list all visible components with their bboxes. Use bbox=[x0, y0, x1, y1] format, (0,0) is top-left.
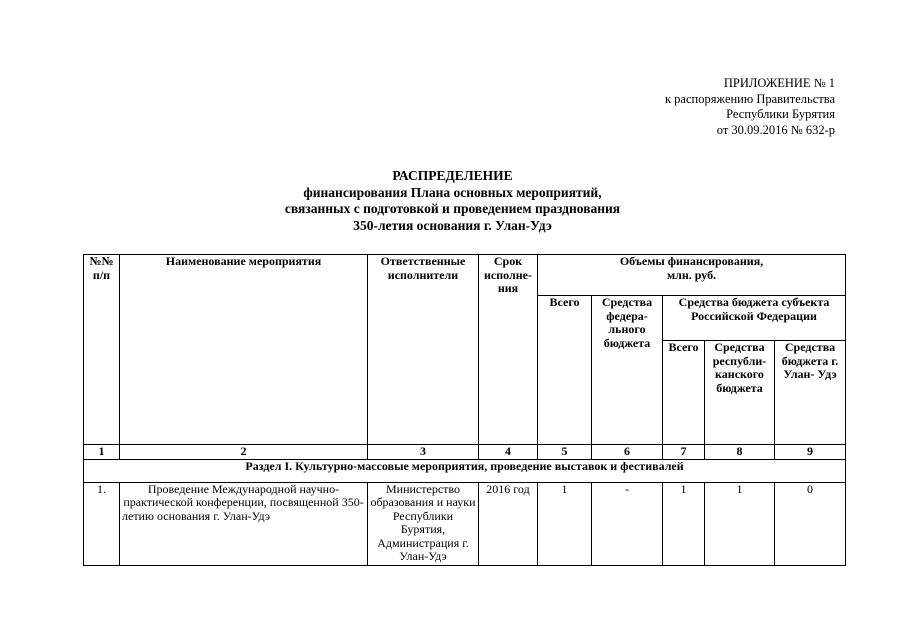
header-executors: Ответственные исполнители bbox=[368, 255, 479, 445]
header-total: Всего bbox=[538, 296, 592, 445]
column-number: 8 bbox=[705, 445, 775, 460]
header-volumes: Объемы финансирования, млн. руб. bbox=[538, 255, 846, 296]
appendix-block bbox=[665, 76, 835, 138]
header-subject-total: Всего bbox=[663, 341, 705, 445]
row-term: 2016 год bbox=[479, 482, 538, 565]
column-number: 5 bbox=[538, 445, 592, 460]
title-line-2: финансирования Плана основных мероприятий, bbox=[303, 184, 602, 200]
row-republic: 1 bbox=[705, 482, 775, 565]
appendix-date: от 30.09.2016 № 632-р bbox=[716, 122, 835, 137]
appendix-label: ПРИЛОЖЕНИЕ № 1 bbox=[723, 76, 835, 90]
section-row bbox=[84, 459, 846, 482]
row-federal: - bbox=[592, 482, 663, 565]
title-line-1: РАСПРЕДЕЛЕНИЕ bbox=[392, 168, 513, 183]
row-executors: Министерство образования и науки Республики Бурятия, Администрация г. Улан-Удэ bbox=[368, 482, 479, 565]
column-number: 1 bbox=[84, 445, 120, 460]
header-subject: Средства бюджета субъекта Российской Федерации bbox=[663, 296, 846, 341]
row-num: 1. bbox=[84, 482, 120, 565]
header-num: №№ п/п bbox=[84, 255, 120, 445]
header-term: Срок исполне- ния bbox=[479, 255, 538, 445]
appendix-republic: Республики Бурятия bbox=[726, 107, 835, 121]
column-number: 7 bbox=[663, 445, 705, 460]
header-city: Средства бюджета г. Улан- Удэ bbox=[775, 341, 846, 445]
financing-table bbox=[83, 254, 846, 566]
appendix-decree: к распоряжению Правительства bbox=[664, 91, 835, 106]
header-name: Наименование мероприятия bbox=[120, 255, 368, 445]
section-title: Раздел I. Культурно-массовые мероприятия, проведение выставок и фестивалей bbox=[84, 459, 846, 482]
title-line-4: 350-летия основания г. Улан-Удэ bbox=[353, 217, 552, 233]
column-number: 9 bbox=[775, 445, 846, 460]
row-city: 0 bbox=[775, 482, 846, 565]
column-number: 6 bbox=[592, 445, 663, 460]
column-numbers-row bbox=[84, 445, 846, 460]
header-republic: Средства республи- канского бюджета bbox=[705, 341, 775, 445]
table-row bbox=[84, 482, 846, 565]
row-total: 1 bbox=[538, 482, 592, 565]
column-number: 2 bbox=[120, 445, 368, 460]
row-name: Проведение Международной научно-практической конференции, посвященной 350-летию основания г. Улан-Удэ bbox=[120, 482, 368, 565]
header-federal: Средства федера- льного бюджета bbox=[592, 296, 663, 445]
column-number: 3 bbox=[368, 445, 479, 460]
row-subject-total: 1 bbox=[663, 482, 705, 565]
title-line-3: связанных с подготовкой и проведением празднования bbox=[284, 201, 621, 216]
document-title bbox=[0, 168, 905, 234]
column-number: 4 bbox=[479, 445, 538, 460]
